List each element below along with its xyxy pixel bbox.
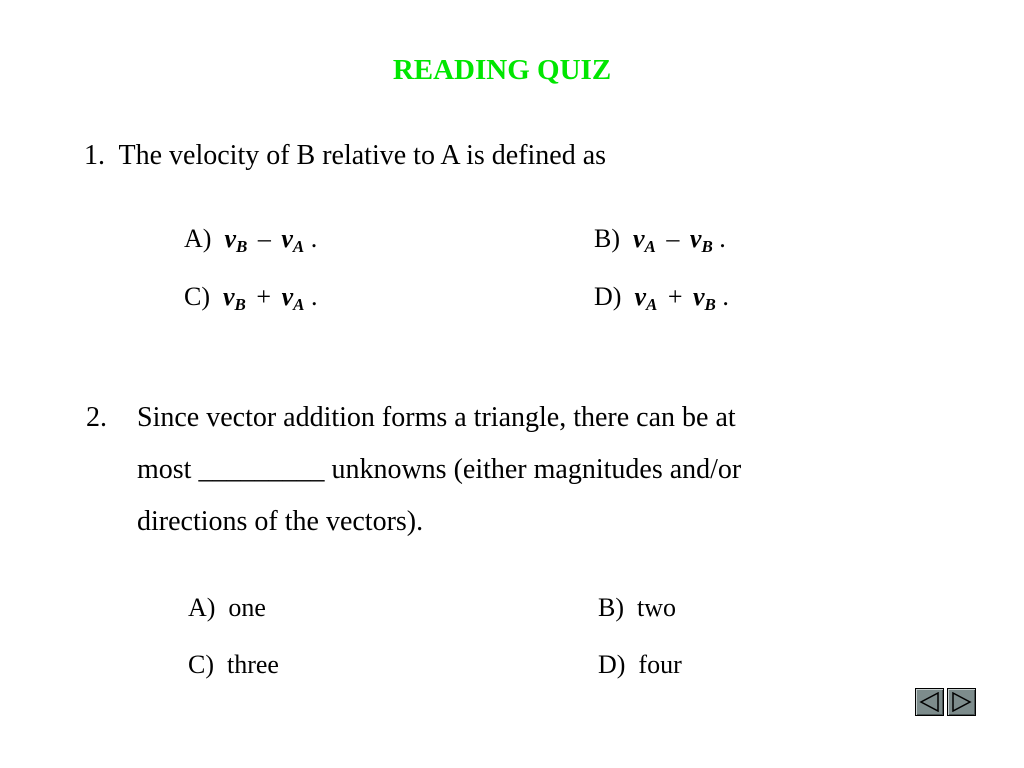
next-slide-button[interactable]: [947, 688, 976, 716]
q1-option-d: D) $v_A + v_B$ .: [594, 282, 729, 314]
question-2-line-3: directions of the vectors).: [137, 506, 424, 537]
question-1-number: 1.: [84, 140, 105, 171]
q2-option-d: D) four: [598, 650, 682, 679]
triangle-right-icon: [951, 692, 972, 712]
q2-option-b: B) two: [598, 593, 676, 622]
question-2-number: 2.: [86, 402, 107, 433]
question-1: [84, 140, 606, 172]
q1-option-b: B) $v_A - v_B$ .: [594, 224, 726, 256]
q1-option-a: A) $v_B - v_A$ .: [184, 224, 318, 256]
question-2-line-2: most _________ unknowns (either magnitudes and/or: [137, 454, 742, 485]
slide-title: READING QUIZ: [392, 54, 612, 86]
q2-option-a: A) one: [188, 593, 266, 622]
previous-slide-button[interactable]: [915, 688, 944, 716]
q1-option-c: C) $v_B + v_A$ .: [184, 282, 318, 314]
question-1-text: The velocity of B relative to A is defined as: [118, 140, 607, 171]
question-2-line-1: Since vector addition forms a triangle, there can be at: [137, 402, 736, 433]
triangle-left-icon: [919, 692, 940, 712]
q2-option-c: C) three: [188, 650, 279, 679]
slide-navigation: [915, 688, 979, 718]
